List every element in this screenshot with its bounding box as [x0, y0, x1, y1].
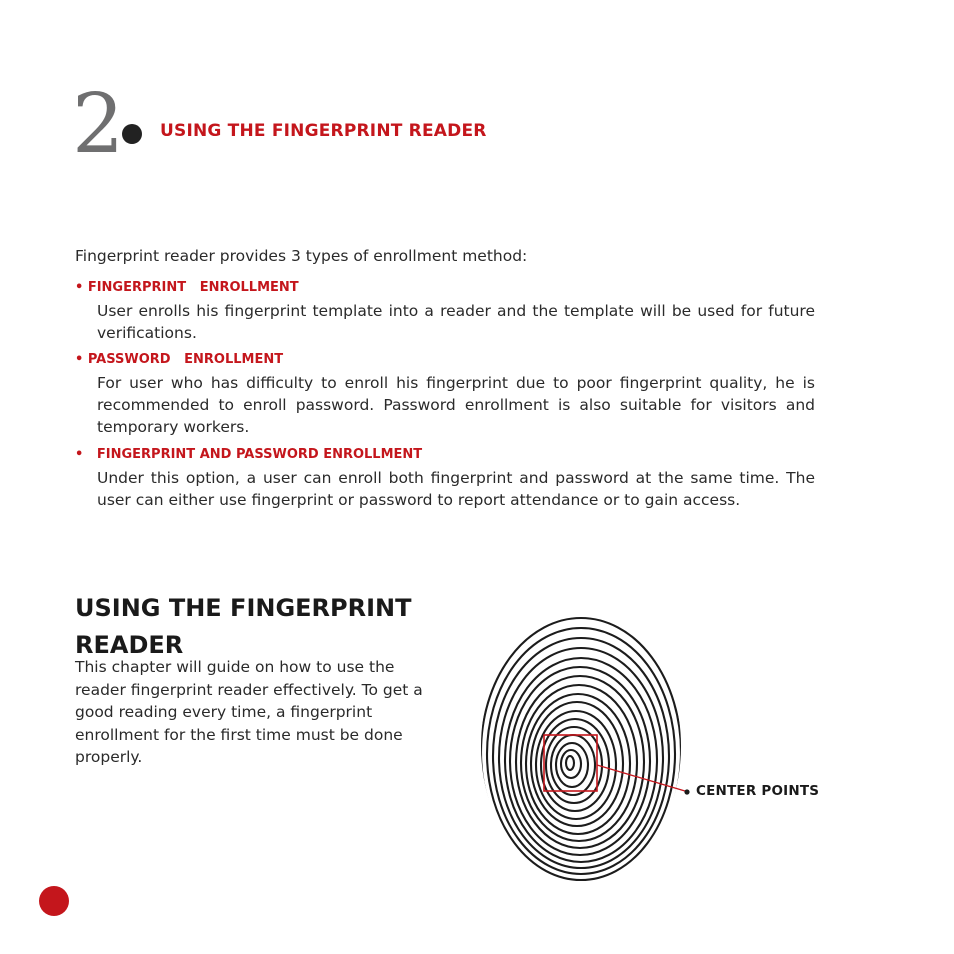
enrollment-method-fingerprint-and-password: [75, 446, 815, 511]
section-body: This chapter will guide on how to use the reader fingerprint reader effectively. To get a good reading every time, a fingerprint enrollment for the first time must be done properly.: [75, 658, 423, 766]
method-heading: • FINGERPRINT ENROLLMENT: [75, 280, 299, 295]
fingerprint-figure: [470, 608, 830, 898]
enrollment-method-fingerprint: [75, 279, 815, 344]
chapter-number: 2: [72, 77, 123, 172]
fingerprint-image: [470, 608, 830, 898]
center-points-label: CENTER POINTS: [696, 783, 820, 799]
page-marker-dot: [39, 886, 69, 916]
method-body: For user who has difficulty to enroll his fingerprint due to poor fingerprint quality, he is recommended to enroll password. Password enrollment is also suitable for visitors and temporary workers.: [97, 374, 815, 436]
section-heading: USING THE FINGERPRINT READER: [75, 594, 412, 659]
callout-bullet: [684, 789, 689, 794]
chapter-bullet-dot: [122, 124, 142, 144]
method-heading: • PASSWORD ENROLLMENT: [75, 352, 284, 367]
fingerprint-ridges: [481, 618, 681, 886]
method-heading: • FINGERPRINT AND PASSWORD ENROLLMENT: [75, 447, 423, 462]
method-body: User enrolls his fingerprint template into a reader and the template will be used for future verifications.: [97, 302, 815, 342]
chapter-title: USING THE FINGERPRINT READER: [160, 121, 487, 141]
intro-text: Fingerprint reader provides 3 types of enrollment method:: [75, 247, 528, 265]
method-body: Under this option, a user can enroll both fingerprint and password at the same time. The user can either use fingerprint or password to report attendance or to gain access.: [97, 469, 815, 509]
enrollment-method-password: [75, 351, 815, 438]
